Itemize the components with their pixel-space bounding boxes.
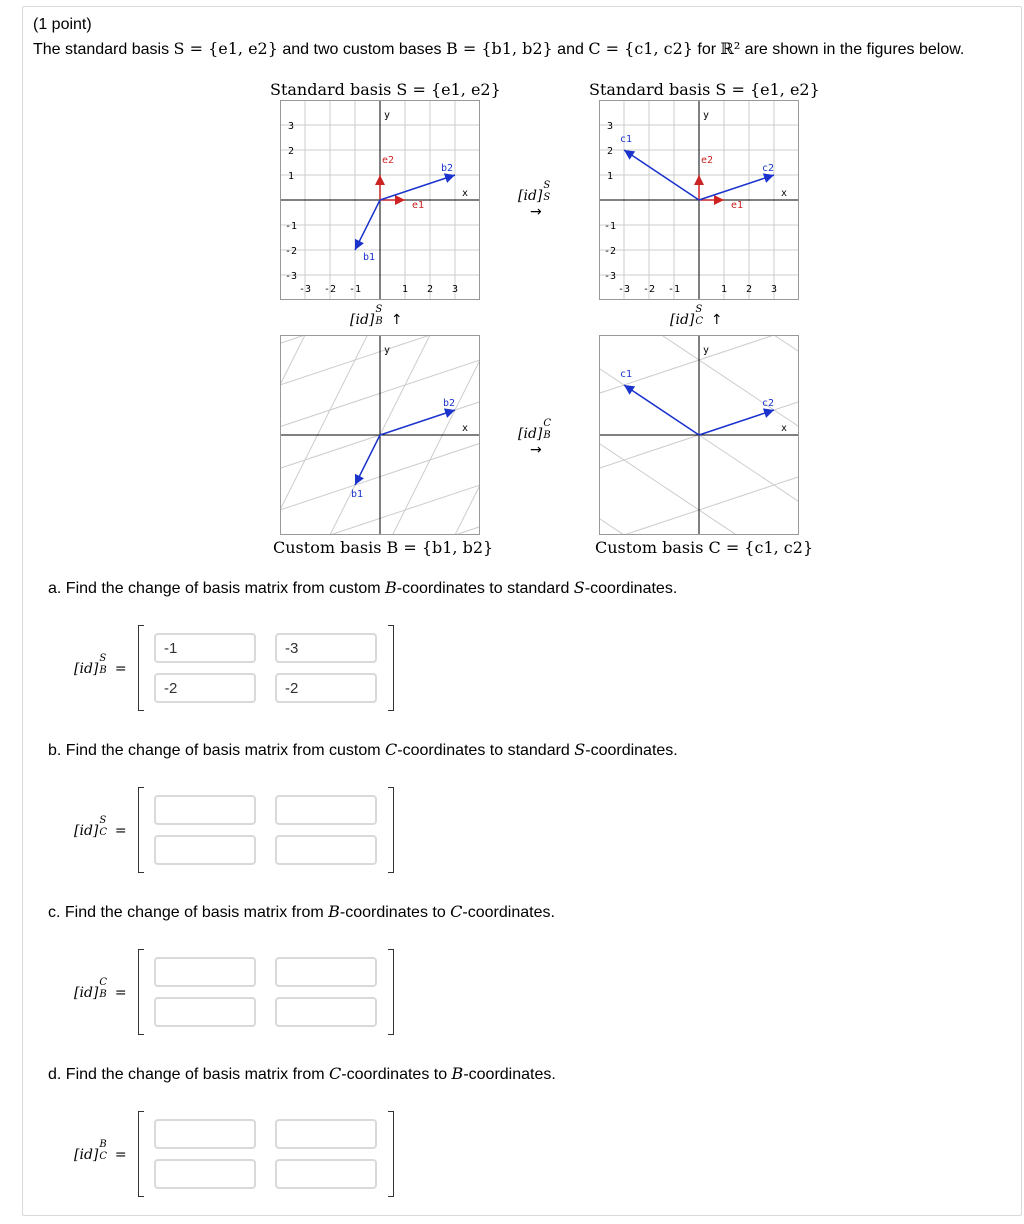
- tick-label-y: 2: [607, 146, 614, 157]
- label-b2: b2: [443, 398, 456, 409]
- sup: B: [99, 1139, 107, 1150]
- question-text-part: -coordinates.: [463, 1066, 556, 1083]
- question-text-part: -coordinates.: [462, 904, 555, 921]
- coord-symbol: B: [385, 578, 397, 597]
- coord-symbol: B: [328, 902, 340, 921]
- label-c2: c2: [762, 163, 775, 174]
- matrix-lhs-b: [74, 815, 127, 839]
- axis-label-y: y: [384, 110, 391, 121]
- tick-label-y: -1: [285, 221, 298, 232]
- id-text: [id]: [670, 312, 695, 328]
- right-arrow-icon: →: [530, 204, 542, 220]
- tick-label-x: 2: [746, 284, 753, 295]
- matrix-b-entry-1-1[interactable]: [154, 795, 256, 825]
- coord-symbol: C: [385, 740, 398, 759]
- matrix-c-entry-2-2[interactable]: [275, 997, 377, 1027]
- label-c2: c2: [762, 398, 775, 409]
- sup: C: [99, 977, 108, 988]
- intro-text: for: [692, 41, 721, 58]
- matrix-d-entry-1-2[interactable]: [275, 1119, 377, 1149]
- vector-b2-line: [380, 410, 455, 435]
- label-c1: c1: [620, 134, 633, 145]
- matrix-d-entry-2-2[interactable]: [275, 1159, 377, 1189]
- problem-intro: [33, 39, 964, 59]
- figure-title-top-left: Standard basis S = {e1, e2}: [270, 80, 501, 99]
- label-e1: e1: [731, 200, 744, 211]
- vector-e1-head: [395, 195, 405, 205]
- id-text: [id]: [518, 426, 543, 442]
- intro-basis-C: C = {c1, c2}: [588, 39, 693, 58]
- sub: C: [99, 1151, 108, 1162]
- sup-sub: [98, 1139, 110, 1162]
- question-text-part: b. Find the change of basis matrix from custom: [48, 742, 386, 759]
- sub: B: [99, 665, 107, 676]
- vector-c1-line: [624, 385, 699, 435]
- sup-sub: [694, 304, 706, 327]
- coord-symbol: S: [573, 578, 585, 597]
- matrix-b-entry-2-1[interactable]: [154, 835, 256, 865]
- label-id-S-C-up: [670, 304, 723, 328]
- matrix-c-entry-1-2[interactable]: [275, 957, 377, 987]
- coord-symbol: C: [329, 1064, 342, 1083]
- vector-e2-head: [694, 175, 704, 185]
- id-text: [id]: [74, 985, 99, 1001]
- vector-c2-line: [699, 410, 774, 435]
- sup: C: [543, 418, 552, 429]
- axis-label-x: x: [781, 423, 788, 434]
- axis-label-x: x: [462, 423, 469, 434]
- intro-text: are shown in the figures below.: [740, 41, 965, 58]
- tick-label-x: -1: [668, 284, 681, 295]
- matrix-a-entry-1-2[interactable]: [275, 633, 377, 663]
- matrix-c-entry-2-1[interactable]: [154, 997, 256, 1027]
- matrix-bracket-left: [138, 949, 144, 1035]
- label-e2: e2: [382, 155, 395, 166]
- intro-text: and two custom bases: [277, 41, 446, 58]
- vector-c1-head: [624, 385, 635, 395]
- tick-label-y: 3: [607, 121, 614, 132]
- matrix-a-entry-1-1[interactable]: [154, 633, 256, 663]
- sub: C: [695, 316, 704, 327]
- matrix-bracket-left: [138, 787, 144, 873]
- intro-text: The standard basis: [33, 41, 174, 58]
- sup: S: [99, 815, 107, 826]
- matrix-bracket-right: [388, 949, 394, 1035]
- plot-standard-C: [599, 100, 799, 300]
- figure-caption-bottom-right: Custom basis C = {c1, c2}: [595, 538, 814, 557]
- question-text-part: -coordinates to: [339, 904, 451, 921]
- sub: B: [543, 430, 551, 441]
- intro-R2: ℝ²: [720, 39, 741, 58]
- sub: C: [99, 827, 108, 838]
- matrix-a-entry-2-1[interactable]: [154, 673, 256, 703]
- vector-c2-line: [699, 175, 774, 200]
- vector-e1-head: [714, 195, 724, 205]
- up-arrow-icon: ↑: [390, 312, 403, 328]
- id-text: [id]: [350, 312, 375, 328]
- label-b2: b2: [441, 163, 454, 174]
- label-id-S-B-up: [350, 304, 403, 328]
- sup-sub: [98, 653, 110, 676]
- vector-b2-line: [380, 175, 455, 200]
- question-c-text: [48, 902, 555, 922]
- vector-e2-head: [375, 175, 385, 185]
- question-text-part: -coordinates.: [584, 580, 678, 597]
- matrix-d-entry-1-1[interactable]: [154, 1119, 256, 1149]
- matrix-b-entry-2-2[interactable]: [275, 835, 377, 865]
- vector-b2-head: [444, 173, 455, 182]
- tick-label-x: -3: [618, 284, 631, 295]
- tick-label-y: 1: [288, 171, 295, 182]
- matrix-lhs-a: [74, 653, 127, 677]
- coord-symbol: C: [450, 902, 463, 921]
- matrix-bracket-right: [388, 1111, 394, 1197]
- sub: B: [99, 989, 107, 1000]
- axis-label-y: y: [703, 110, 710, 121]
- equals-sign: =: [110, 985, 127, 1001]
- sup: S: [99, 653, 107, 664]
- matrix-bracket-left: [138, 625, 144, 711]
- sup-sub: [374, 304, 386, 327]
- id-text: [id]: [518, 188, 543, 204]
- id-text: [id]: [74, 661, 99, 677]
- vector-c2-head: [763, 408, 774, 417]
- sup-sub: [542, 418, 554, 441]
- question-text-part: -coordinates to: [341, 1066, 452, 1083]
- label-id-S-S: [518, 180, 552, 204]
- question-a-text: [48, 578, 677, 598]
- matrix-a-entry-2-2[interactable]: [275, 673, 377, 703]
- tick-label-y: -3: [604, 271, 617, 282]
- matrix-lhs-d: [74, 1139, 127, 1163]
- question-text-part: c. Find the change of basis matrix from: [48, 904, 329, 921]
- tick-label-x: -3: [299, 284, 312, 295]
- coord-symbol: B: [451, 1064, 464, 1083]
- label-b1: b1: [351, 489, 364, 500]
- matrix-bracket-right: [388, 625, 394, 711]
- sup-sub: [98, 977, 110, 1000]
- tick-label-y: -2: [285, 246, 298, 257]
- question-text-part: -coordinates.: [585, 742, 678, 759]
- axis-label-y: y: [384, 345, 391, 356]
- matrix-bracket-left: [138, 1111, 144, 1197]
- question-text-part: a. Find the change of basis matrix from custom: [48, 580, 386, 597]
- up-arrow-icon: ↑: [710, 312, 723, 328]
- sup-sub: [542, 180, 552, 203]
- plot-svg: [280, 335, 480, 535]
- question-b-text: [48, 740, 678, 760]
- tick-label-y: 1: [607, 171, 614, 182]
- equals-sign: =: [110, 661, 127, 677]
- tick-label-x: -1: [349, 284, 362, 295]
- plot-svg: [280, 100, 480, 300]
- label-id-C-B: [518, 418, 554, 442]
- sup: S: [375, 304, 383, 315]
- tick-label-y: -2: [604, 246, 617, 257]
- intro-basis-B: B = {b1, b2}: [446, 39, 553, 58]
- matrix-b-entry-1-2[interactable]: [275, 795, 377, 825]
- tick-label-x: 3: [452, 284, 459, 295]
- tick-label-x: -2: [324, 284, 337, 295]
- coord-symbol: S: [574, 740, 586, 759]
- matrix-bracket-right: [388, 787, 394, 873]
- sub: B: [375, 316, 383, 327]
- vector-c1-head: [624, 150, 635, 160]
- plot-svg: [599, 100, 799, 300]
- label-e2: e2: [701, 155, 714, 166]
- matrix-d-entry-2-1[interactable]: [154, 1159, 256, 1189]
- tick-label-x: 3: [771, 284, 778, 295]
- right-arrow-icon: →: [530, 442, 542, 458]
- equals-sign: =: [110, 823, 127, 839]
- tick-label-x: -2: [643, 284, 656, 295]
- label-c1: c1: [620, 369, 633, 380]
- vector-c2-head: [763, 173, 774, 182]
- intro-basis-S: S = {e1, e2}: [173, 39, 278, 58]
- tick-label-y: -1: [604, 221, 617, 232]
- label-e1: e1: [412, 200, 425, 211]
- id-text: [id]: [74, 1147, 99, 1163]
- plot-custom-C: [599, 335, 799, 535]
- label-b1: b1: [363, 252, 376, 263]
- axis-label-x: x: [781, 188, 788, 199]
- sub: S: [543, 192, 551, 203]
- sup: S: [695, 304, 703, 315]
- question-text-part: d. Find the change of basis matrix from: [48, 1066, 330, 1083]
- tick-label-x: 2: [427, 284, 434, 295]
- question-text-part: -coordinates to standard: [397, 742, 575, 759]
- tick-label-x: 1: [402, 284, 409, 295]
- question-d-text: [48, 1064, 556, 1084]
- plot-standard-B: [280, 100, 480, 300]
- id-text: [id]: [74, 823, 99, 839]
- plot-custom-B: [280, 335, 480, 535]
- tick-label-y: 2: [288, 146, 295, 157]
- tick-label-x: 1: [721, 284, 728, 295]
- axis-label-x: x: [462, 188, 469, 199]
- tick-label-y: -3: [285, 271, 298, 282]
- plot-svg: [599, 335, 799, 535]
- sup-sub: [98, 815, 110, 838]
- matrix-lhs-c: [74, 977, 127, 1001]
- figure-caption-bottom-left: Custom basis B = {b1, b2}: [273, 538, 494, 557]
- equals-sign: =: [110, 1147, 127, 1163]
- axis-label-y: y: [703, 345, 710, 356]
- figure-title-top-right: Standard basis S = {e1, e2}: [589, 80, 820, 99]
- matrix-c-entry-1-1[interactable]: [154, 957, 256, 987]
- question-text-part: -coordinates to standard: [396, 580, 574, 597]
- tick-label-y: 3: [288, 121, 295, 132]
- intro-text: and: [552, 41, 589, 58]
- points-label: (1 point): [33, 16, 92, 33]
- sup: S: [543, 180, 551, 191]
